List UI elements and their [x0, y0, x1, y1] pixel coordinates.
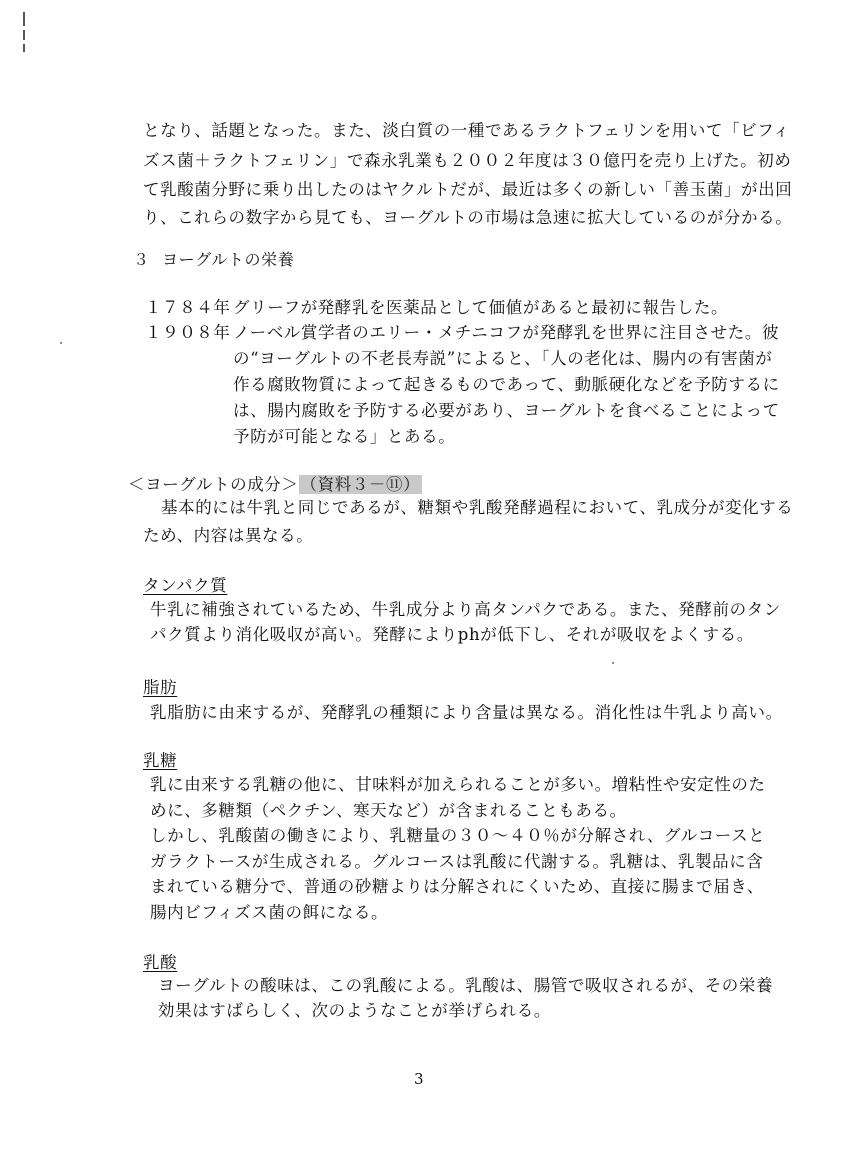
item-line: ヨーグルトの酸味は、この乳酸による。乳酸は、腸管で吸収されるが、その栄養: [158, 976, 774, 995]
intro-line: ズス菌＋ラクトフェリン」で森永乳業も２００２年度は３０億円を売り上げた。初め: [143, 151, 792, 170]
history-text: 作る腐敗物質によって起きるものであって、動脈硬化などを予防するに: [233, 375, 780, 394]
history-text: ノーベル賞学者のエリー・メチニコフが発酵乳を世界に注目させた。彼: [233, 323, 780, 342]
components-intro-line: ため、内容は異なる。: [143, 526, 314, 545]
reference-highlight: （資料３－⑪）: [300, 475, 421, 494]
section-title: ヨーグルトの栄養: [162, 250, 295, 269]
history-year: １９０８年: [145, 323, 231, 342]
item-line: 腸内ビフィズス菌の餌になる。: [150, 903, 389, 922]
history-year: １７８４年: [145, 298, 231, 317]
intro-line: となり、話題となった。また、淡白質の一種であるラクトフェリンを用いて「ビフィ: [143, 121, 791, 140]
item-line: ガラクトースが生成される。グルコースは乳酸に代謝する。乳糖は、乳製品に含: [150, 852, 764, 871]
item-line: パク質より消化吸収が高い。発酵によりphが低下し、それが吸収をよくする。: [150, 625, 754, 644]
scan-speck: [612, 662, 614, 664]
item-title-fat: 脂肪: [143, 678, 178, 697]
scan-mark: [23, 12, 25, 26]
item-title-lactic-acid: 乳酸: [143, 953, 178, 972]
item-line: めに、多糖類（ペクチン、寒天など）が含まれることもある。: [150, 801, 627, 820]
components-heading: ＜ヨーグルトの成分＞: [128, 475, 299, 494]
history-text: は、腸内腐敗を予防する必要があり、ヨーグルトを食べることによって: [233, 401, 780, 420]
components-heading-row: [128, 475, 422, 495]
scan-mark: [23, 30, 25, 40]
section-number: ３: [133, 250, 150, 269]
intro-line: て乳酸菌分野に乗り出したのはヤクルトだが、最近は多くの新しい「善玉菌」が出回: [143, 180, 793, 199]
page-number: 3: [414, 1070, 424, 1088]
item-line: 乳に由来する乳糖の他に、甘味料が加えられることが多い。増粘性や安定性のた: [150, 775, 766, 794]
history-text: 予防が可能となる」とある。: [233, 427, 456, 446]
scan-mark: [23, 44, 25, 52]
item-title-lactose: 乳糖: [143, 751, 178, 770]
components-intro-line: 基本的には牛乳と同じであるが、糖類や乳酸発酵過程において、乳成分が変化する: [161, 498, 794, 517]
item-line: 乳脂肪に由来するが、発酵乳の種類により含量は異なる。消化性は牛乳より高い。: [150, 703, 783, 722]
item-line: まれている糖分で、普通の砂糖よりは分解されにくいため、直接に腸まで届き、: [150, 877, 764, 896]
item-title-protein: タンパク質: [143, 576, 228, 595]
item-line: 牛乳に補強されているため、牛乳成分より高タンパクである。また、発酵前のタン: [150, 600, 781, 619]
history-text: グリーフが発酵乳を医薬品として価値があると最初に報告した。: [233, 298, 729, 317]
scan-speck: [60, 342, 62, 344]
item-line: しかし、乳酸菌の働きにより、乳糖量の３０～４０％が分解され、グルコースと: [150, 826, 766, 845]
intro-line: り、これらの数字から見ても、ヨーグルトの市場は急速に拡大しているのが分かる。: [143, 208, 793, 227]
history-text: の“ヨーグルトの不老長寿説”によると、「人の老化は、腸内の有害菌が: [233, 349, 773, 368]
item-line: 効果はすばらしく、次のようなことが挙げられる。: [158, 1001, 551, 1020]
